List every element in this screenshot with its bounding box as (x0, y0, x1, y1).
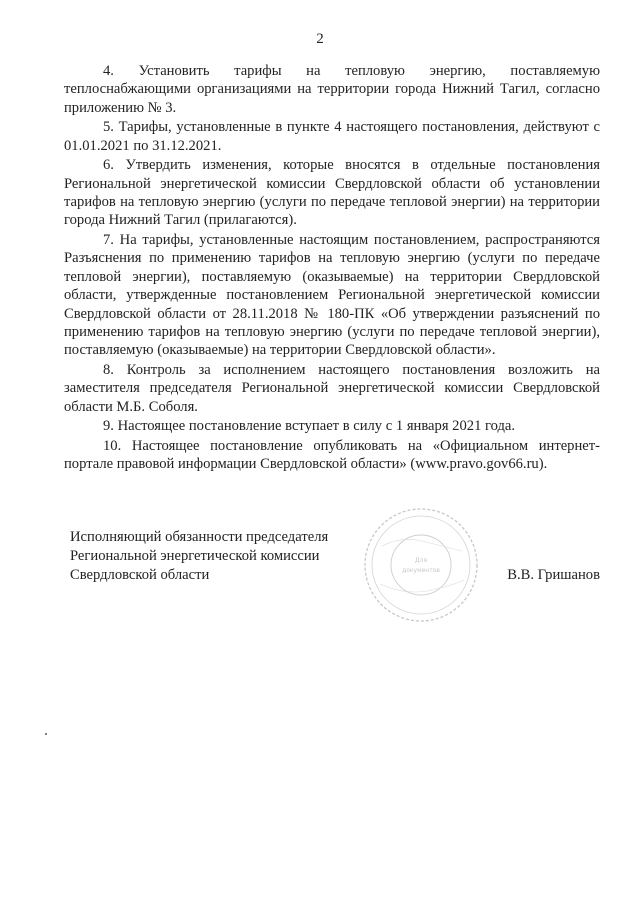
paragraph-4: 4. Установить тарифы на тепловую энергию, поставляемую теплоснабжающими организациями на территории города Нижний Тагил, согласно приложению № 3. (64, 63, 600, 116)
scan-speck (45, 733, 47, 735)
signer-title-line: Региональной энергетической комиссии (70, 548, 320, 564)
paragraph-9: 9. Настоящее постановление вступает в силу с 1 января 2021 года. (103, 418, 516, 435)
paragraph-5: 5. Тарифы, установленные в пункте 4 настоящего постановления, действуют с 01.01.2021 по 31.12.2021. (64, 119, 600, 154)
stamp-text-line: Для (414, 557, 428, 564)
paragraph-7: 7. На тарифы, установленные настоящим постановлением, распространяются Разъяснения по применению тарифов на тепловую энергию (услуги по передаче тепловой энергии), поставляемую (оказываемые) на территории Свердловской области, утвержденные постановлением Региональной энергетической комиссии Свердловской области от 28.11.2018 № 180-ПК «Об утверждении разъяснений по применению тарифов на тепловую энергию (услуги по передаче тепловой энергии), поставляемую (оказываемые) на территории Свердловской области». (64, 231, 600, 359)
paragraph-6: 6. Утвердить изменения, которые вносятся в отдельные постановления Региональной энергетической комиссии Свердловской области об установлении тарифов на тепловую энергию (услуги по передаче тепловой энергии) на территории города Нижний Тагил (прилагаются). (64, 157, 600, 229)
paragraph-10: 10. Настоящее постановление опубликовать на «Официальном интернет-портале правовой информации Свердловской области» (www.pravo.gov66.ru). (64, 437, 600, 473)
signer-title-line: Свердловской области (70, 567, 210, 583)
document-body (64, 62, 600, 475)
page-number: 2 (316, 31, 324, 47)
signer-name: В.В. Гришанов (507, 567, 600, 583)
official-stamp (362, 506, 480, 624)
signer-title (70, 528, 328, 585)
signature-block (64, 528, 600, 618)
signer-title-line: Исполняющий обязанности председателя (70, 529, 329, 545)
stamp-text-line: документов (402, 567, 440, 574)
paragraph-8: 8. Контроль за исполнением настоящего постановления возложить на заместителя председателя Региональной энергетической комиссии Свердловской области М.Б. Соболя. (64, 361, 600, 415)
